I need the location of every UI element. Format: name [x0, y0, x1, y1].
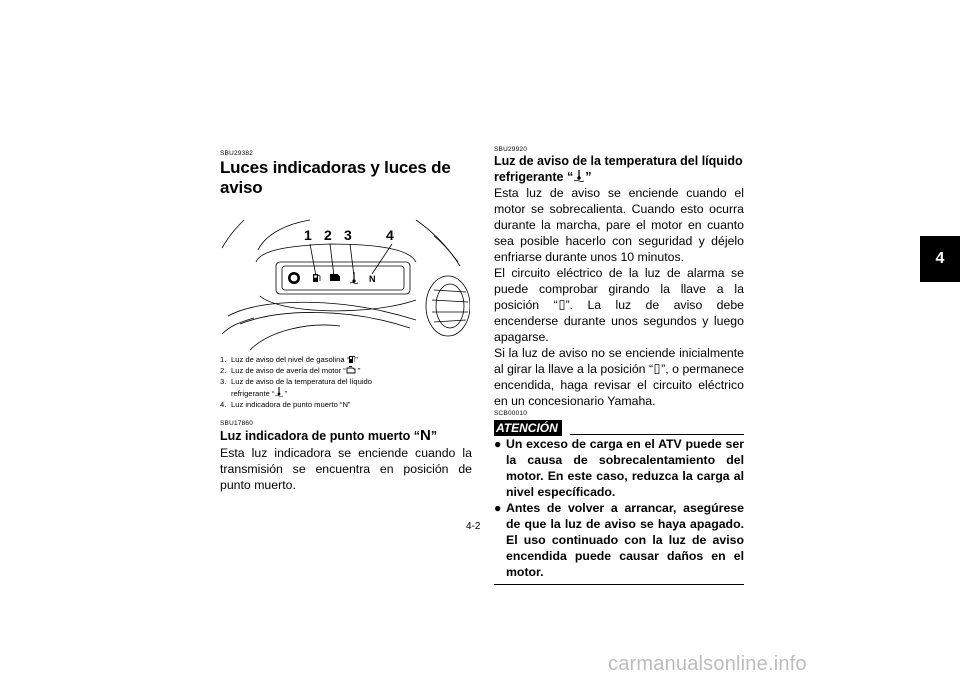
legend-text-end: ”	[284, 389, 288, 398]
legend-text: Luz de aviso de la temperatura del líquido	[231, 377, 372, 386]
page-number: 4-2	[466, 521, 481, 532]
figure-legend	[220, 354, 472, 410]
caution-label: ATENCIÓN	[494, 420, 562, 436]
legend-item	[220, 365, 472, 376]
legend-text: refrigerante “	[231, 389, 275, 398]
section-code: SBU17860	[220, 420, 254, 427]
legend-text-end: ”	[355, 366, 361, 375]
section-code: SCB00010	[494, 410, 528, 417]
thermometer-icon	[573, 170, 585, 184]
caution-text: Antes de volver a arrancar, asegúrese de que la luz de aviso se haya apagado. El uso continuado con la luz de aviso encendida puede causar daños en el motor.	[506, 501, 744, 579]
heading-line-2: refrigerante “	[494, 169, 574, 184]
caution-header	[494, 420, 744, 436]
paragraph-text-end: ”. La luz de aviso debe encenderse durante unos segundos y luego apagarse.	[494, 298, 744, 344]
engine-icon	[346, 366, 356, 376]
caution-list	[494, 436, 744, 580]
chapter-tab	[920, 236, 960, 282]
heading-line-2-end: ”	[585, 169, 592, 184]
legend-text: Luz indicadora de punto muerto “N”	[231, 400, 351, 409]
legend-text: Luz de aviso del nivel de gasolina “	[231, 355, 350, 364]
right-column	[494, 146, 744, 585]
caution-item	[494, 436, 744, 500]
caution-item	[494, 500, 744, 580]
caution-text: Un exceso de carga en el ATV puede ser la causa de sobrecalentamiento del motor. En este caso, reduzca la carga al nivel específicado.	[506, 437, 744, 499]
instrument-panel-drawing	[220, 204, 470, 350]
coolant-paragraph-1: Esta luz de aviso se enciende cuando el motor se sobrecalienta. Cuando esto ocurra durante la marcha, pare el motor en cuanto sea posible hacerlo con seguridad y déjelo enfriarse durante unos 10 minutos.	[494, 186, 744, 264]
legend-number: 3.	[220, 377, 227, 386]
callout-4: 4	[386, 227, 394, 243]
legend-text-end: ”	[355, 355, 358, 364]
coolant-heading	[494, 154, 744, 185]
instrument-panel-figure	[220, 204, 470, 350]
paragraph-text: Si la luz de aviso no se enciende inicialmente al girar la llave a la posición “	[494, 346, 744, 376]
neutral-symbol: N	[420, 427, 431, 444]
legend-item	[220, 399, 472, 410]
watermark: carmanualsonline.info	[608, 653, 807, 675]
caution-rule	[570, 434, 744, 435]
callout-3: 3	[344, 227, 352, 243]
section-code: SBU29382	[220, 150, 254, 157]
left-column	[220, 150, 472, 493]
legend-item	[220, 376, 472, 387]
legend-item-cont	[220, 387, 472, 399]
chapter-tab-label: 4	[935, 250, 945, 267]
caution-bottom-rule	[494, 584, 744, 585]
section-title: Luces indicadoras y luces de aviso	[220, 158, 451, 197]
neutral-heading	[220, 428, 472, 445]
neutral-paragraph: Esta luz indicadora se enciende cuando la transmisión se encuentra en posición de punto muerto.	[220, 445, 472, 492]
coolant-paragraph-3	[494, 345, 744, 409]
paragraph-text: El circuito eléctrico de la luz de alarma se puede comprobar girando la llave a la posición “	[494, 266, 744, 312]
legend-number: 4.	[220, 400, 227, 409]
coolant-paragraph-2	[494, 265, 744, 345]
key-position-icon	[653, 364, 661, 376]
panel-neutral-letter: N	[369, 274, 376, 284]
heading-text: Luz indicadora de punto muerto “	[220, 429, 420, 443]
section-code: SBU29920	[494, 146, 528, 153]
legend-text: Luz de aviso de avería del motor “	[231, 366, 346, 375]
heading-text-end: ”	[430, 429, 438, 443]
callout-1: 1	[304, 227, 312, 243]
bullet-icon: ●	[494, 501, 502, 515]
callout-2: 2	[324, 227, 332, 243]
legend-number: 1.	[220, 355, 227, 364]
legend-item	[220, 354, 472, 365]
key-position-icon	[558, 300, 566, 312]
bullet-icon: ●	[494, 437, 502, 451]
paragraph-text-end: ”, o permanece encendida, haga revisar el circuito eléctrico en un concesionario Yamaha.	[494, 362, 744, 408]
heading-line-1: Luz de aviso de la temperatura del líquido	[494, 154, 743, 168]
legend-number: 2.	[220, 366, 227, 375]
thermometer-icon	[274, 387, 284, 399]
